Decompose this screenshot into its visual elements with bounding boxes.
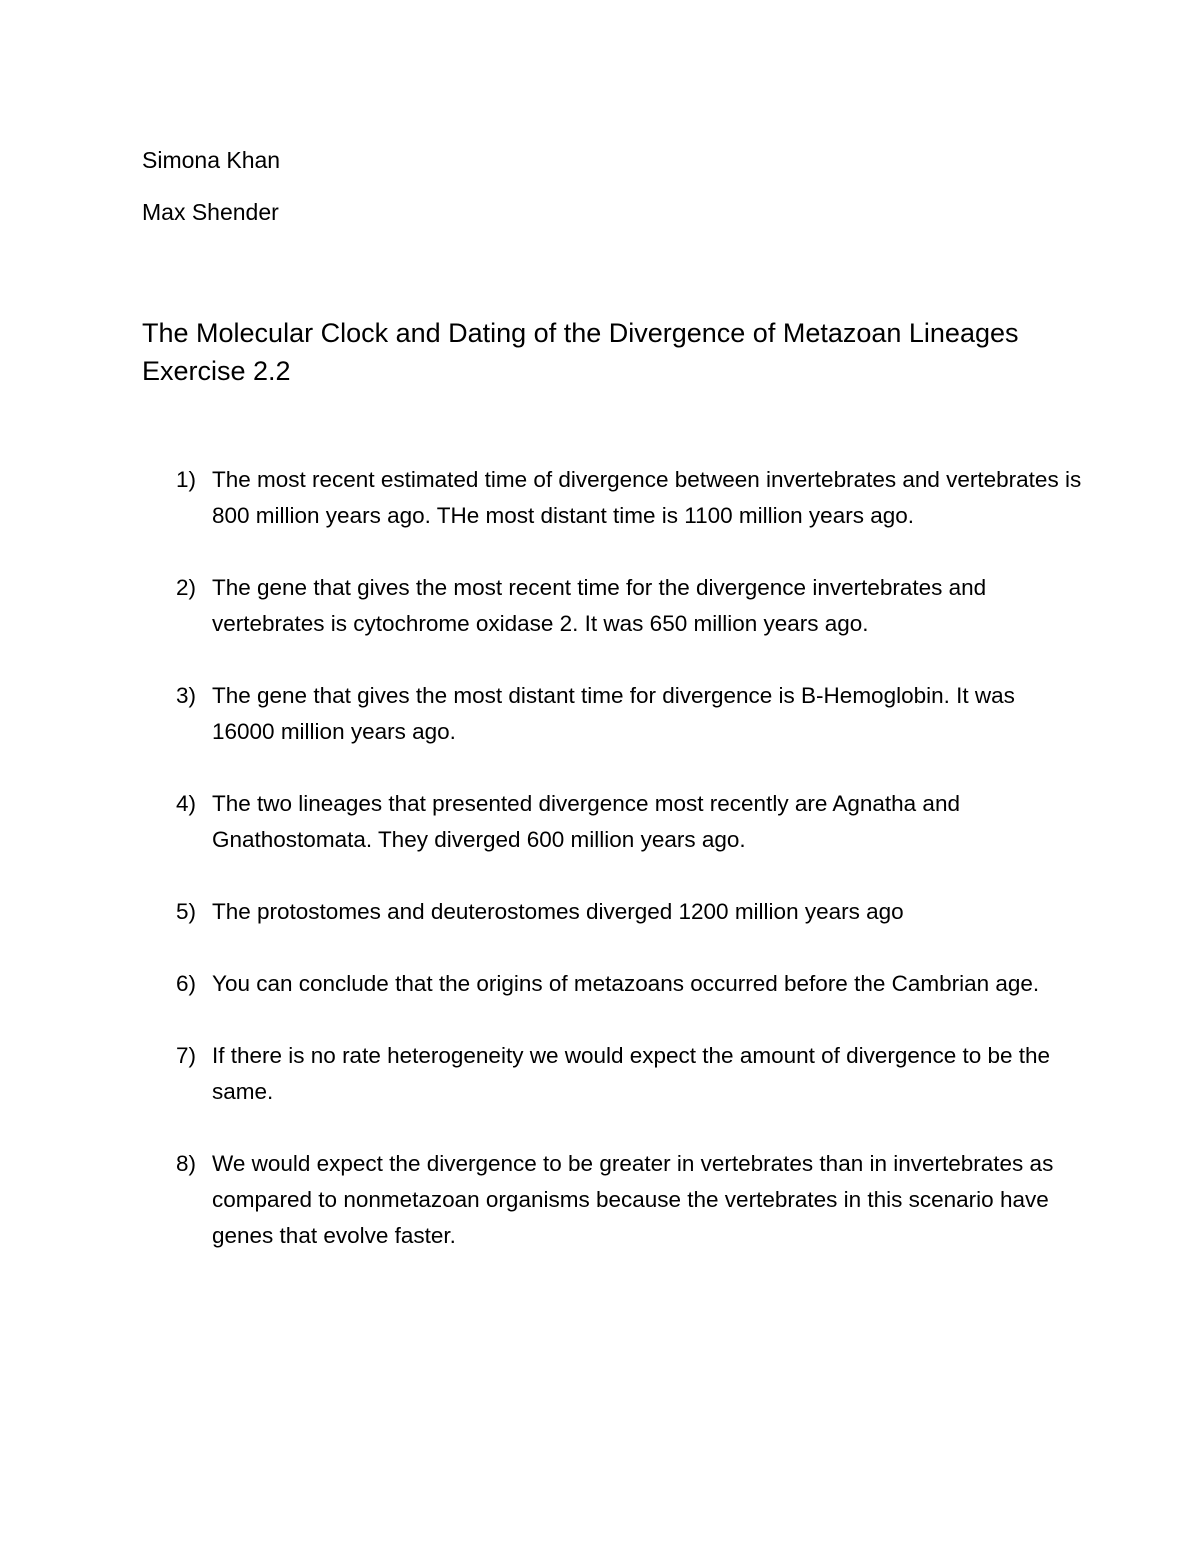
list-item-number: 7) [176,1043,197,1068]
list-item-number: 2) [176,575,197,600]
list-item [142,1038,1082,1110]
list-item [142,966,1082,1002]
list-item-number: 8) [176,1151,197,1176]
document-title: The Molecular Clock and Dating of the Divergence of Metazoan Lineages Exercise 2.2 [142,318,1019,386]
author-name: Simona Khan [142,147,281,173]
list-item [142,678,1082,750]
list-item [142,462,1082,534]
answer-list [142,462,1082,1290]
list-item-text: If there is no rate heterogeneity we would expect the amount of divergence to be the same. [212,1043,1051,1104]
list-item [142,1146,1082,1254]
list-item-number: 4) [176,791,197,816]
list-item-number: 5) [176,899,197,924]
list-item-number: 6) [176,971,197,996]
list-item [142,786,1082,858]
list-item-number: 3) [176,683,197,708]
author-name: Max Shender [142,199,279,225]
list-item-text: The protostomes and deuterostomes diverged 1200 million years ago [212,899,904,924]
list-item-text: The most recent estimated time of divergence between invertebrates and vertebrates is 800 million years ago. THe most distant time is 1100 million years ago. [212,467,1082,528]
list-item-text: The gene that gives the most distant time for divergence is B-Hemoglobin. It was 16000 million years ago. [212,683,1015,744]
list-item-text: The gene that gives the most recent time for the divergence invertebrates and vertebrates is cytochrome oxidase 2. It was 650 million years ago. [212,575,987,636]
list-item-text: You can conclude that the origins of metazoans occurred before the Cambrian age. [212,971,1040,996]
list-item [142,894,1082,930]
list-item-text: The two lineages that presented divergence most recently are Agnatha and Gnathostomata. They diverged 600 million years ago. [212,791,960,852]
list-item [142,570,1082,642]
list-item-number: 1) [176,467,197,492]
list-item-text: We would expect the divergence to be greater in vertebrates than in invertebrates as compared to nonmetazoan organisms because the vertebrates in this scenario have genes that evolve faster. [212,1151,1054,1248]
